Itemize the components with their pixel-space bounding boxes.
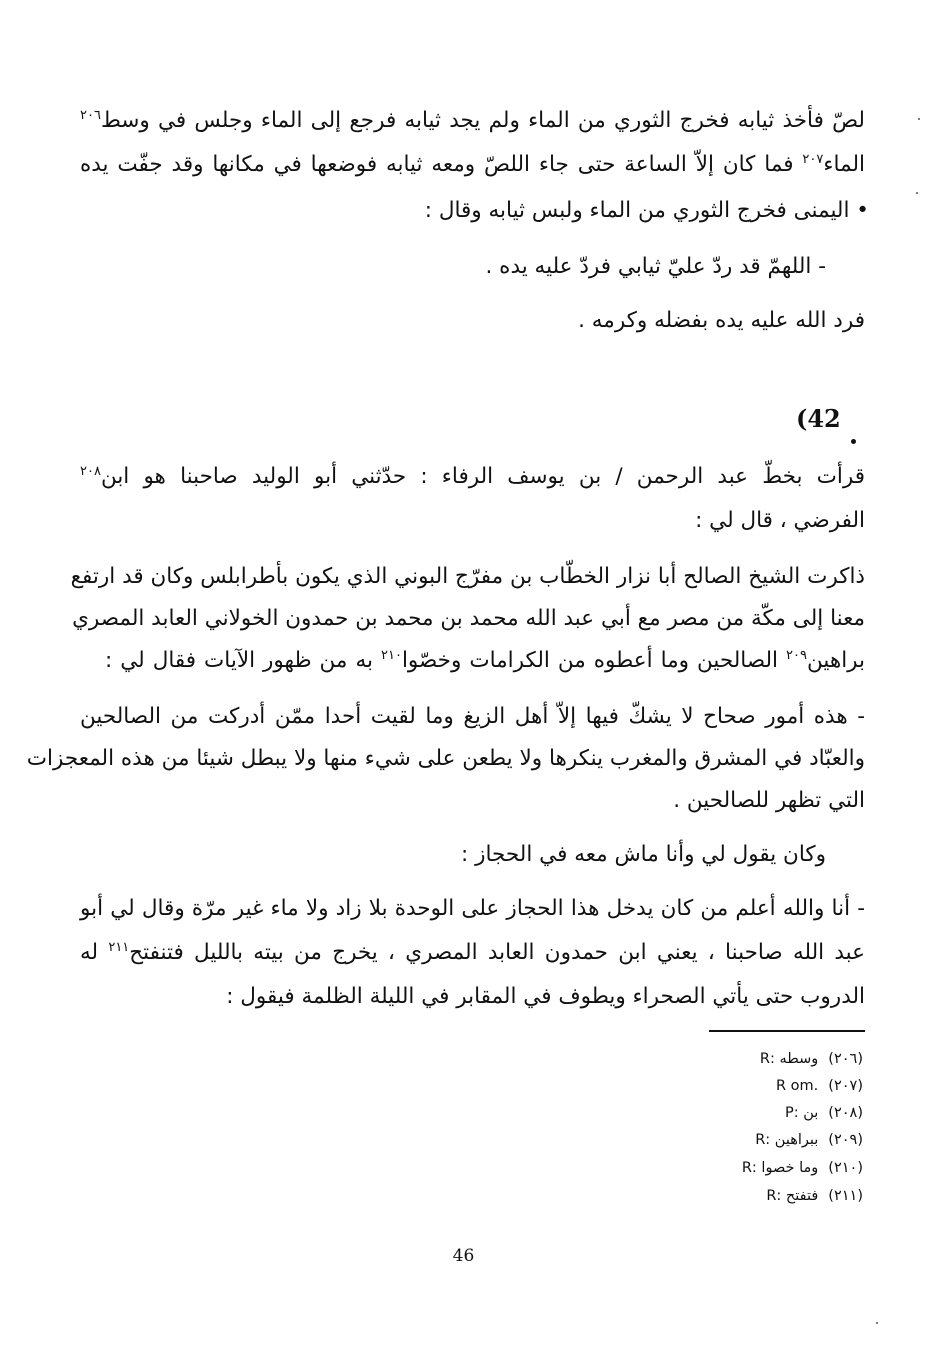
- text-line-3: • اليمنى فخرج الثوري من الماء ولبس ثيابه وقال :: [424, 198, 869, 223]
- page-number: 46: [452, 1246, 475, 1266]
- text-line-10: براهين$^{٢٠٩}$ الصالحين وما أعطوه من الكرامات وخصّوا$^{٢١٠}$ به من ظهور الآيات فقال لي :: [105, 647, 866, 673]
- text-line-16: عبد الله صاحبنا ، يعني ابن حمدون العابد المصري ، يخرج من بيته بالليل فتنفتح$^{٢١١}$ له: [80, 939, 865, 965]
- footnote-ref: ٢٠٨: [80, 463, 101, 479]
- footnote-4: (٢٠٩)ببراهين :R: [755, 1132, 863, 1148]
- footnote-3: (٢٠٨)بن :P: [784, 1105, 863, 1121]
- text-line-7: الفرضي ، قال لي :: [695, 508, 865, 533]
- text-line-12: والعبّاد في المشرق والمغرب ينكرها ولا يطعن على شيء منها ولا يبطل شيئا من هذه المعجزات: [26, 746, 865, 771]
- scan-speck: [876, 1322, 878, 1324]
- footnote-1: (٢٠٦)وسطه :R: [759, 1051, 863, 1067]
- footnote-ref: ٢١١: [108, 939, 130, 955]
- footnote-ref: ٢٠٦: [80, 107, 101, 123]
- footnote-rule: [709, 1030, 865, 1032]
- section-number: (42: [796, 404, 841, 433]
- text-line-9: معنا إلى مكّة من مصر مع أبي عبد الله محمد بن محمد بن حمدون الخولاني العابد المصري: [72, 606, 865, 631]
- footnote-2: (٢٠٧)R om.: [775, 1078, 863, 1094]
- scan-speck: [918, 118, 920, 120]
- text-line-2: الماء$^{٢٠٧}$ فما كان إلاّ الساعة حتى جاء اللصّ ومعه ثيابه فوضعها في مكانها وقد جفّت يده: [80, 151, 865, 177]
- text-line-11: - هذه أمور صحاح لا يشكّ فيها إلاّ أهل الزيغ وما لقيت أحدا ممّن أدركت من الصالحين: [80, 704, 865, 729]
- footnote-5: (٢١٠)وما خصوا :R: [741, 1160, 863, 1176]
- section-dot: [851, 439, 856, 444]
- text-line-6: قرأت بخطّ عبد الرحمن / بن يوسف الرفاء : حدّثني أبو الوليد صاحبنا هو ابن$^{٢٠٨}$: [80, 463, 865, 489]
- text-line-5: فرد الله عليه يده بفضله وكرمه .: [578, 308, 865, 333]
- text-line-14: وكان يقول لي وأنا ماش معه في الحجاز :: [461, 842, 826, 867]
- text-line-8: ذاكرت الشيخ الصالح أبا نزار الخطّاب بن مفرّج البوني الذي يكون بأطرابلس وكان قد ارتفع: [70, 564, 865, 589]
- footnote-6: (٢١١)فتفتح :R: [766, 1188, 863, 1204]
- footnote-ref: ٢٠٩: [786, 647, 807, 663]
- footnote-ref: ٢١٠: [380, 647, 402, 663]
- text-line-1: لصّ فأخذ ثيابه فخرج الثوري من الماء ولم يجد ثيابه فرجع إلى الماء وجلس في وسط$^{٢٠٦}$: [80, 107, 865, 133]
- scan-speck: [916, 192, 918, 194]
- text-line-4: - اللهمّ قد ردّ عليّ ثيابي فردّ عليه يده .: [485, 254, 826, 279]
- text-line-17: الدروب حتى يأتي الصحراء ويطوف في المقابر في الليلة الظلمة فيقول :: [226, 984, 865, 1009]
- text-line-13: التي تظهر للصالحين .: [673, 788, 865, 813]
- footnote-ref: ٢٠٧: [802, 151, 824, 167]
- text-line-15: - أنا والله أعلم من كان يدخل هذا الحجاز على الوحدة بلا زاد ولا ماء غير مرّة وقال لي أبو: [80, 896, 865, 921]
